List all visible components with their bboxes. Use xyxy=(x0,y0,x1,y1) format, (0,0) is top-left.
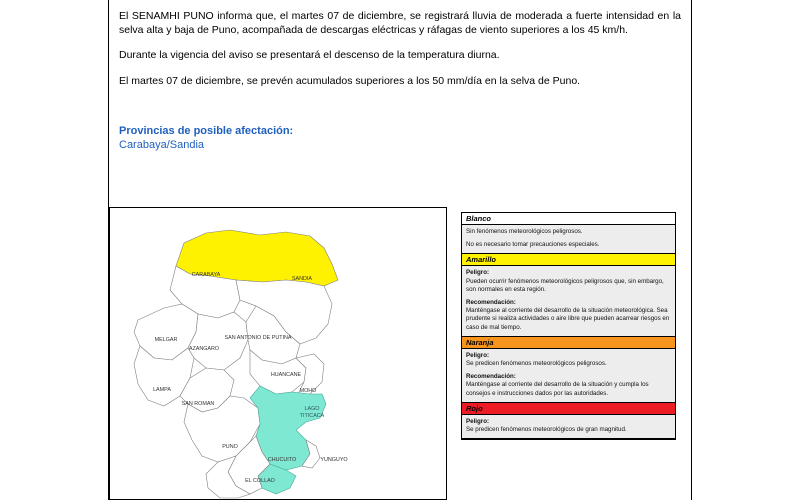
alert-level-legend xyxy=(461,212,676,440)
map-label-huancane: HUANCANE xyxy=(270,372,302,378)
legend-naranja-recomendacion-text: Manténgase al corriente del desarrollo de la situación y cumpla los consejos e instrucciones dados por las autoridades. xyxy=(466,381,649,397)
advisory-paragraph-2: Durante la vigencia del aviso se presentará el descenso de la temperatura diurna. xyxy=(119,49,500,61)
legend-amarillo-recomendacion-label: Recomendación: xyxy=(466,299,516,307)
legend-naranja-recomendacion-label: Recomendación: xyxy=(466,373,516,381)
map-label-carabaya: CARABAYA xyxy=(191,272,221,278)
legend-blanco-text-2: No es necesario tomar precauciones especiales. xyxy=(466,241,600,249)
advisory-paragraph-1: El SENAMHI PUNO informa que, el martes 07 de diciembre, se registrará lluvia de moderada a fuerte intensidad en la selva alta y baja de Puno, acompañada de descargas eléctricas y ráfagas de viento superiores a los 45 km/h. xyxy=(119,10,681,36)
legend-header-amarillo: Amarillo xyxy=(462,254,675,266)
puno-province-map xyxy=(109,207,447,500)
map-label-chucuito: CHUCUITO xyxy=(267,457,297,463)
legend-rojo-peligro xyxy=(466,418,671,434)
map-label-san-antonio-de-putina: SAN ANTONIO DE PUTINA xyxy=(224,335,292,341)
map-label-lampa: LAMPA xyxy=(153,387,171,393)
legend-header-blanco: Blanco xyxy=(462,213,675,225)
map-label-lago: LAGO xyxy=(304,406,320,412)
legend-amarillo-peligro-label: Peligro: xyxy=(466,269,490,277)
legend-body-naranja xyxy=(462,349,675,403)
legend-body-amarillo xyxy=(462,266,675,336)
legend-rojo-peligro-label: Peligro: xyxy=(466,417,490,425)
document-content xyxy=(109,0,691,500)
legend-naranja-peligro-text: Se predicen fenómenos meteorológicos peligrosos. xyxy=(466,360,607,368)
legend-amarillo-peligro-text: Pueden ocurrir fenómenos meteorológicos peligrosos que, sin embargo, son normales en esta región. xyxy=(466,277,664,293)
advisory-text-block xyxy=(109,0,691,88)
map-label-puno: PUNO xyxy=(222,444,238,450)
map-label-titicaca: TITICACA xyxy=(299,413,325,419)
affected-provinces-value: Carabaya/Sandia xyxy=(119,139,205,151)
affected-provinces-title: Provincias de posible afectación: xyxy=(119,125,294,137)
legend-naranja-peligro-label: Peligro: xyxy=(466,351,490,359)
map-label-yunguyo: YUNGUYO xyxy=(320,457,348,463)
legend-header-naranja: Naranja xyxy=(462,337,675,349)
map-label-moho: MOHO xyxy=(299,388,317,394)
map-label-el-collao: EL COLLAO xyxy=(245,478,275,484)
legend-naranja-peligro xyxy=(466,352,671,368)
legend-rojo-peligro-text: Se predicen fenómenos meteorológicos de gran magnitud. xyxy=(466,426,627,434)
legend-amarillo-recomendacion xyxy=(466,299,671,332)
map-area-azangaro xyxy=(188,312,248,370)
legend-amarillo-peligro xyxy=(466,269,671,294)
advisory-paragraph-3: El martes 07 de diciembre, se prevén acumulados superiores a los 50 mm/día en la selva de Puno. xyxy=(119,74,581,87)
legend-amarillo-recomendacion-text: Manténgase al corriente del desarrollo de la situación meteorológica. Sea prudente si realiza actividades o aire libre que pueden acarrear riesgos en caso de mal tiempo. xyxy=(466,307,670,331)
map-label-sandia: SANDIA xyxy=(291,276,313,282)
right-margin-rule xyxy=(691,0,692,500)
map-and-legend-area xyxy=(109,207,691,500)
map-label-san-roman: SAN ROMAN xyxy=(181,401,215,407)
map-label-melgar: MELGAR xyxy=(154,337,178,343)
legend-header-rojo: Rojo xyxy=(462,403,675,415)
legend-naranja-recomendacion xyxy=(466,373,671,398)
legend-body-rojo xyxy=(462,415,675,439)
map-svg xyxy=(110,208,446,499)
legend-body-blanco xyxy=(462,225,675,254)
map-label-azangaro: AZANGARO xyxy=(188,346,220,352)
legend-blanco-text-1: Sin fenómenos meteorológicos peligrosos. xyxy=(466,228,583,235)
affected-provinces xyxy=(109,124,691,152)
